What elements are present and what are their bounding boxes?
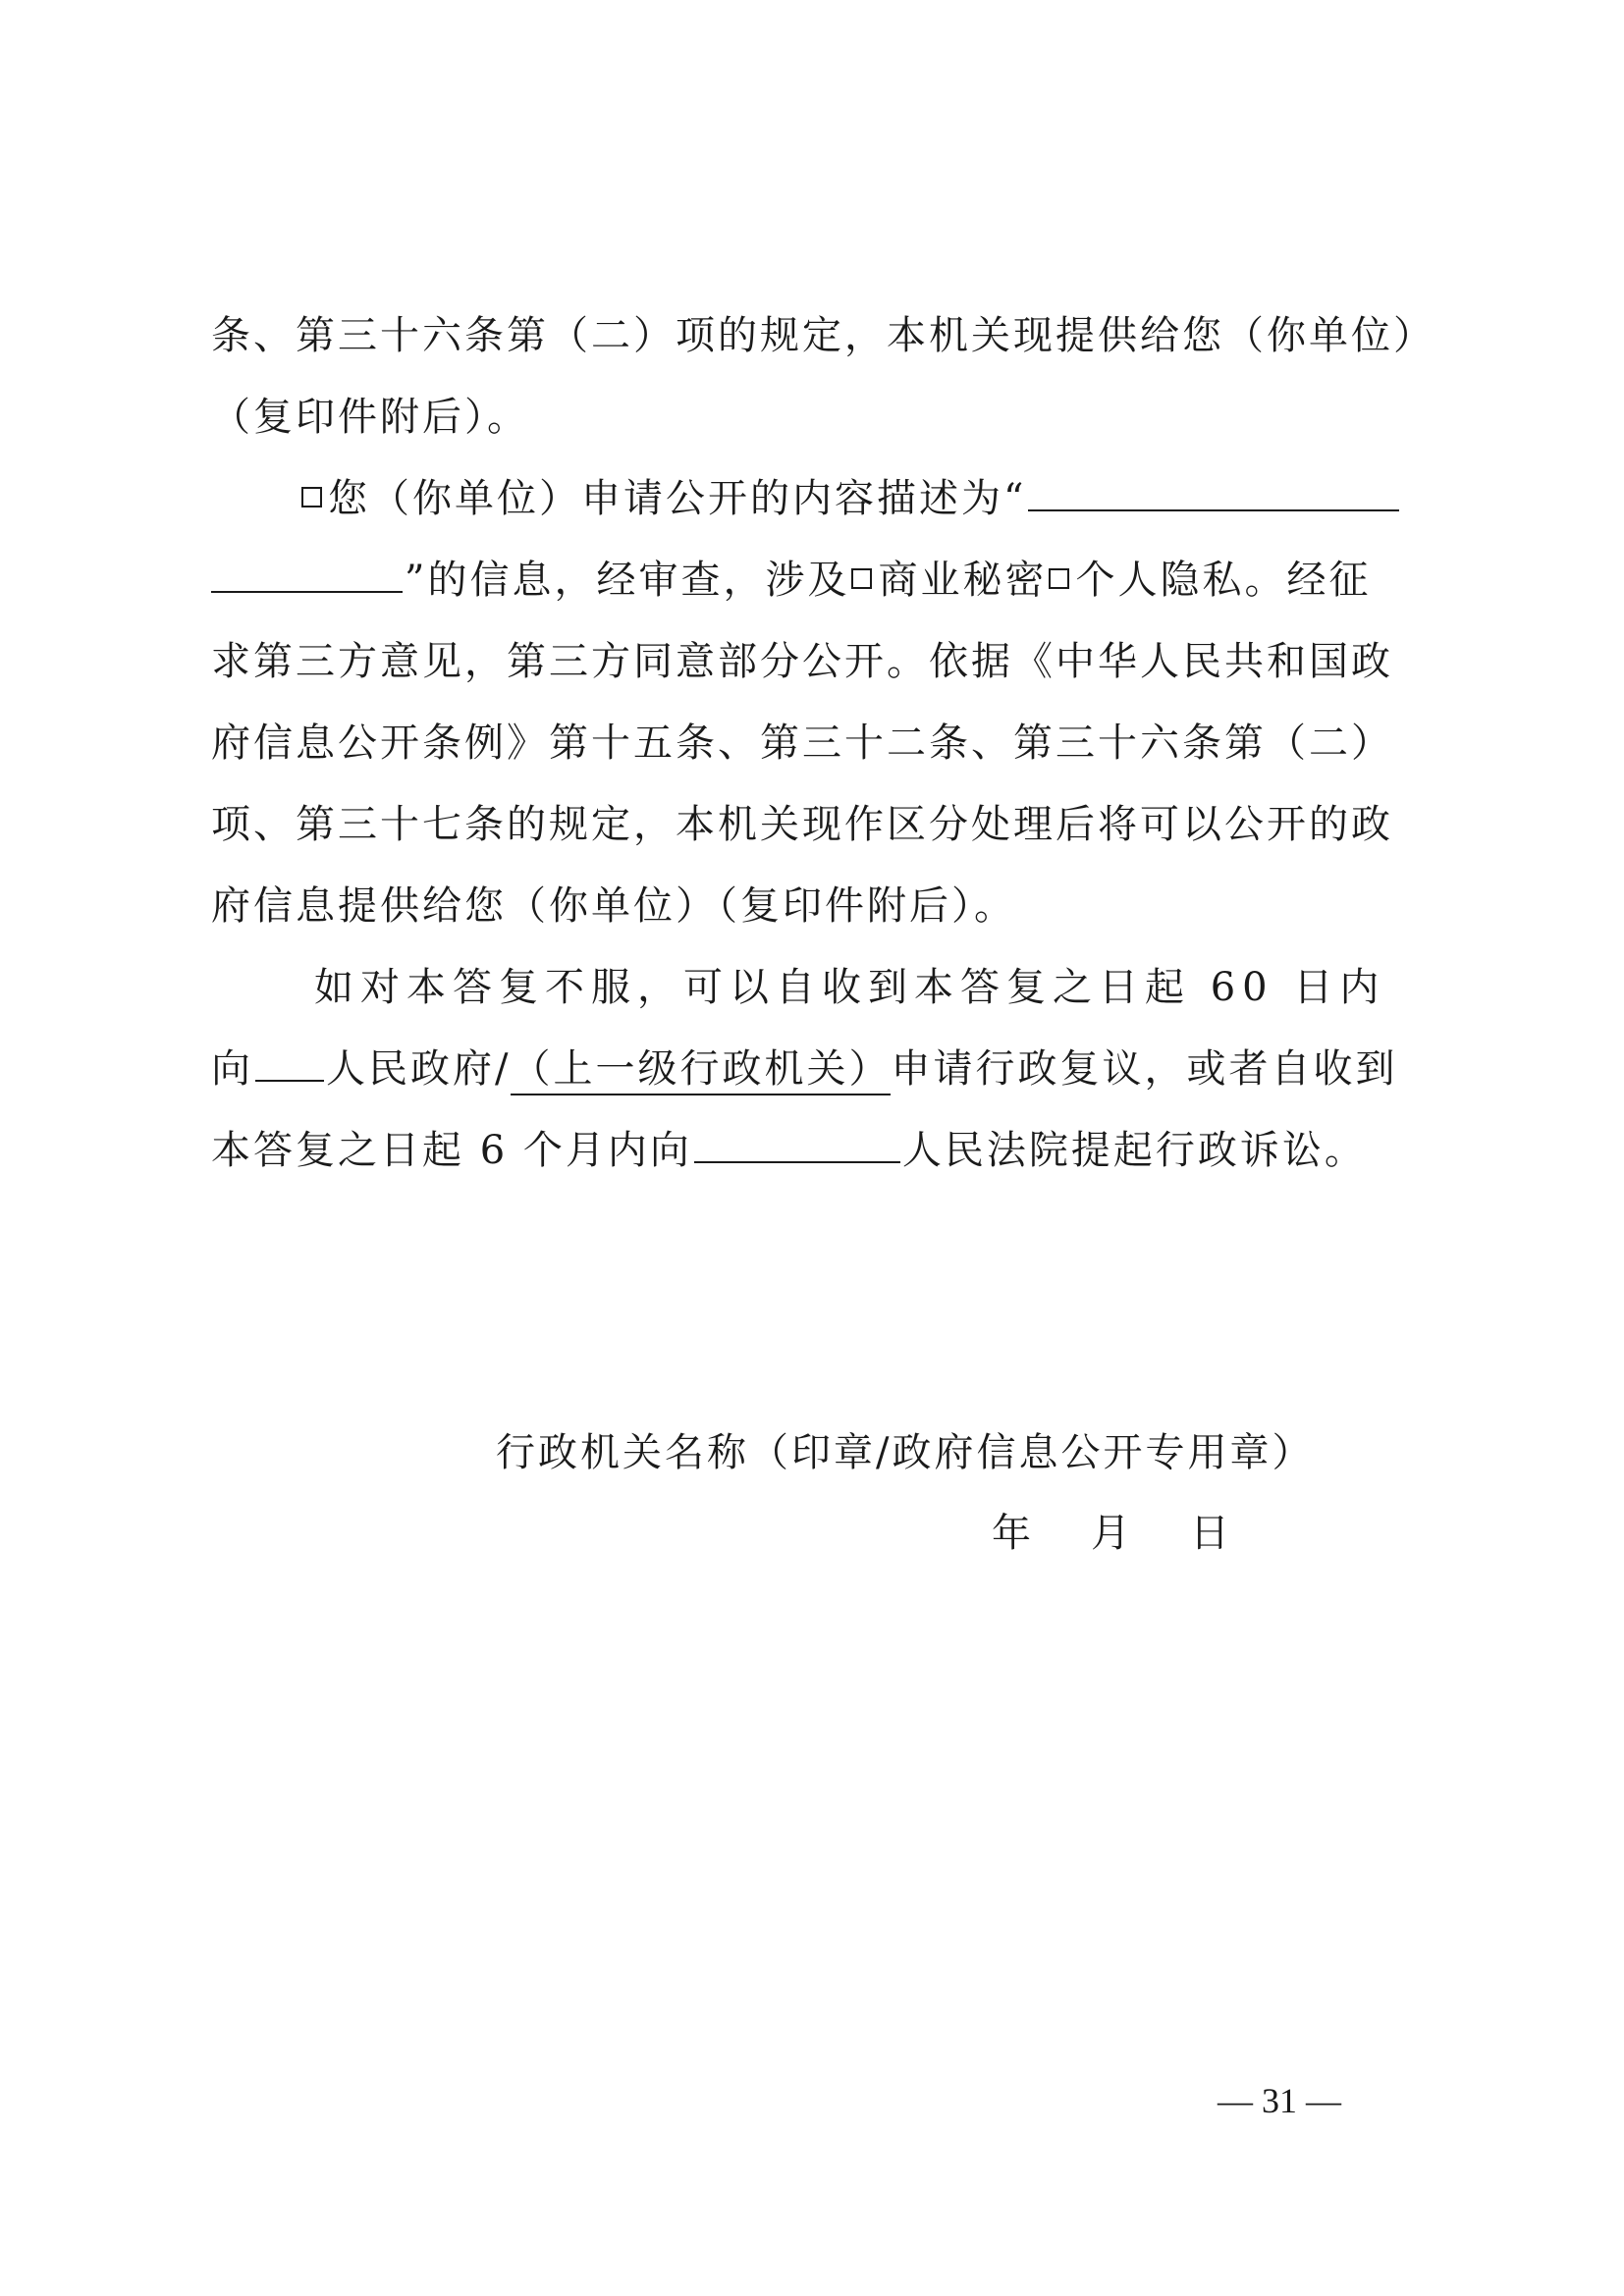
content-description-blank[interactable] (1028, 470, 1399, 511)
para2-line6: 府信息提供给您（你单位）（复印件附后）。 (211, 883, 1016, 929)
checkbox-icon[interactable] (851, 568, 872, 589)
checkbox-icon[interactable] (301, 487, 322, 507)
para2-line1-text: 您（你单位）申请公开的内容描述为“ (328, 476, 1027, 521)
date-month: 月 (1091, 1511, 1133, 1556)
para1-line2: （复印件附后）。 (211, 395, 529, 440)
signature-org: 行政机关名称（印章/政府信息公开专用章） (496, 1430, 1315, 1475)
para2-line2-a: ”的信息，经审查，涉及 (405, 558, 850, 603)
para2-line1 (299, 469, 1401, 528)
para3-line2-b: 人民政府/ (326, 1046, 512, 1092)
date-year: 年 (992, 1511, 1034, 1556)
para2-line4: 府信息公开条例》第十五条、第三十二条、第三十六条第（二） (211, 721, 1393, 766)
para3-line1: 如对本答复不服，可以自收到本答复之日起 60 日内 (314, 965, 1386, 1010)
para3-line3 (211, 1121, 1367, 1180)
para2-line3: 求第三方意见，第三方同意部分公开。依据《中华人民共和国政 (211, 639, 1393, 684)
page-number: — 31 — (1218, 2081, 1341, 2120)
para2-line2 (211, 551, 1371, 610)
checkbox-icon[interactable] (1049, 568, 1069, 589)
para1-line1: 条、第三十六条第（二）项的规定，本机关现提供给您（你单位） (211, 313, 1435, 358)
court-blank[interactable] (694, 1122, 900, 1163)
para3-line2-d: 申请行政复议，或者自收到 (891, 1046, 1398, 1092)
para2-line5: 项、第三十七条的规定，本机关现作区分处理后将可以公开的政 (211, 802, 1393, 847)
signature-date (992, 1504, 1232, 1563)
para3-line3-b: 人民法院提起行政诉讼。 (901, 1128, 1367, 1173)
para2-line2-c: 个人隐私。经征 (1075, 558, 1372, 603)
para3-line3-a: 本答复之日起 6 个月内向 (211, 1128, 692, 1173)
para3-line2-a: 向 (211, 1046, 253, 1092)
para2-line2-b: 商业秘密 (878, 558, 1048, 603)
government-blank[interactable] (255, 1041, 324, 1082)
superior-agency-placeholder: （上一级行政机关） (511, 1046, 891, 1095)
content-description-blank-cont[interactable] (211, 552, 403, 593)
para3-line2 (211, 1040, 1397, 1098)
date-day: 日 (1190, 1511, 1232, 1556)
